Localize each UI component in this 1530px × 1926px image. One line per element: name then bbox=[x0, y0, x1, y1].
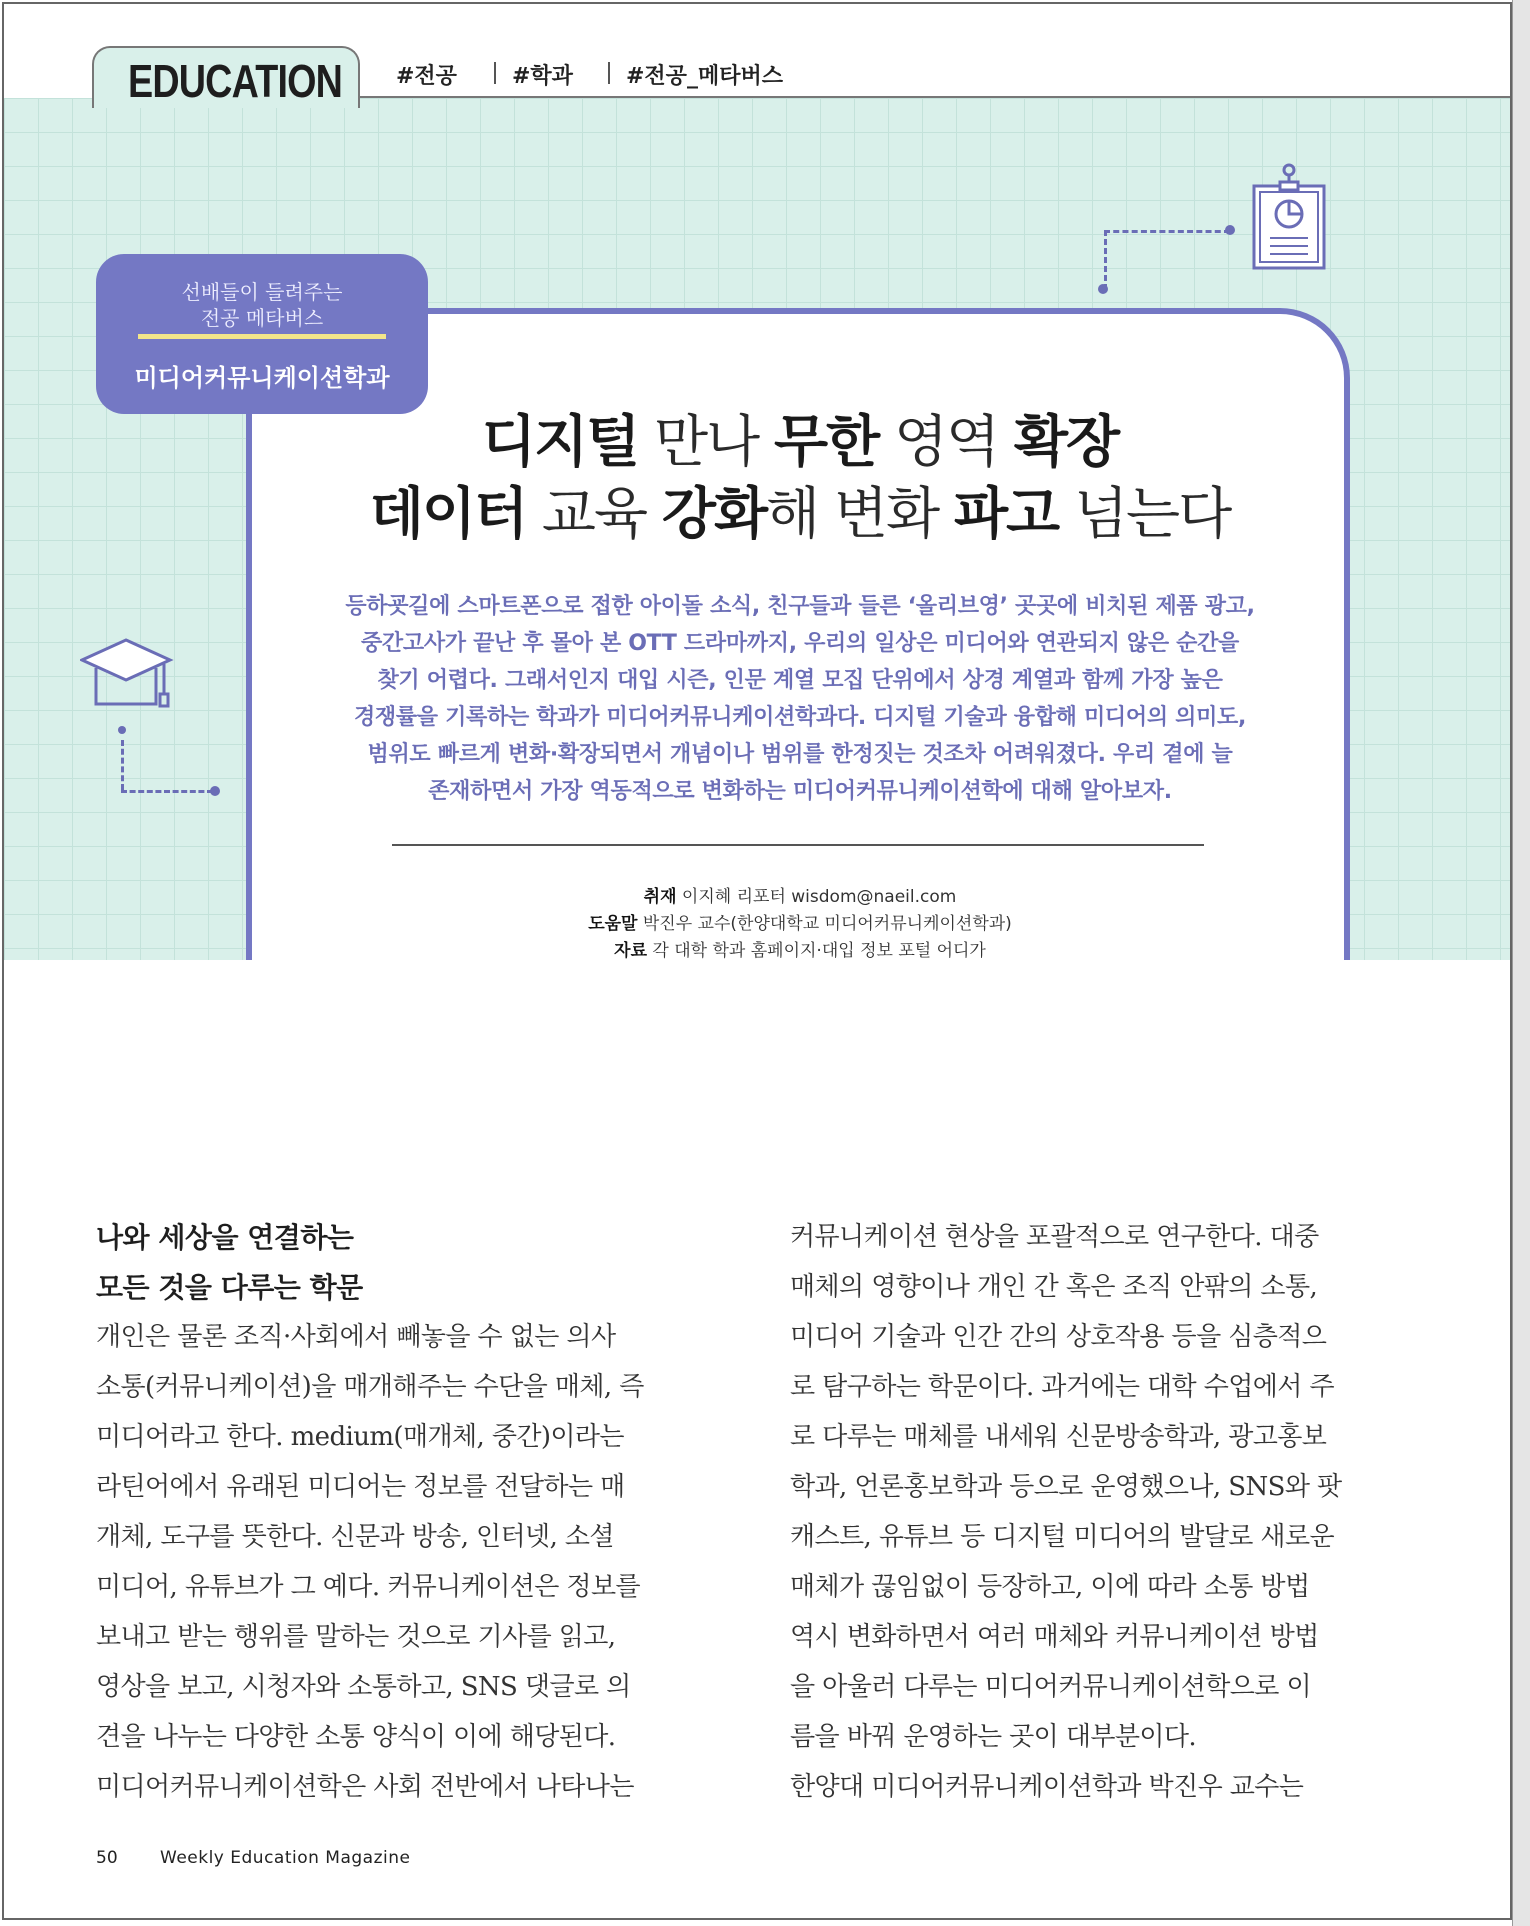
body-line: 보내고 받는 행위를 말하는 것으로 기사를 읽고, bbox=[96, 1622, 616, 1652]
tag-item: #전공 bbox=[396, 64, 457, 89]
page-spine bbox=[1512, 0, 1530, 1926]
body-line: 소통(커뮤니케이션)을 매개해주는 수단을 매체, 즉 bbox=[96, 1372, 644, 1402]
department-name: 미디어커뮤니케이션학과 bbox=[134, 364, 390, 392]
body-line: 한양대 미디어커뮤니케이션학과 박진우 교수는 bbox=[790, 1772, 1304, 1802]
magazine-name: Weekly Education Magazine bbox=[160, 1848, 411, 1868]
body-line: 매체가 끊임없이 등장하고, 이에 따라 소통 방법 bbox=[790, 1572, 1310, 1602]
lead-line: 등하굣길에 스마트폰으로 접한 아이돌 소식, 친구들과 들른 ‘올리브영’ 곳곳에 비치된 제품 광고, bbox=[345, 594, 1255, 619]
credit-label: 자료 bbox=[614, 941, 648, 961]
subheading: 모든 것을 다루는 학문 bbox=[96, 1271, 363, 1304]
credit-value: 이지혜 리포터 wisdom@naeil.com bbox=[676, 887, 957, 907]
credit-value: 각 대학 학과 홈페이지·대입 정보 포털 어디가 bbox=[647, 941, 986, 961]
headline-fragment: 영역 bbox=[878, 410, 1014, 475]
body-line: 학과, 언론홍보학과 등으로 운영했으나, SNS와 팟 bbox=[790, 1472, 1342, 1502]
subheading: 나와 세상을 연결하는 bbox=[96, 1221, 354, 1254]
headline-fragment: 데이터 bbox=[369, 482, 527, 547]
headline-fragment: 해 변화 bbox=[766, 482, 954, 547]
body-line: 름을 바꿔 운영하는 곳이 대부분이다. bbox=[790, 1722, 1197, 1752]
headline-fragment: 강화 bbox=[661, 482, 767, 547]
body-line: 미디어 기술과 인간 간의 상호작용 등을 심층적으 bbox=[790, 1322, 1327, 1352]
headline-fragment: 넘는다 bbox=[1058, 482, 1231, 547]
credit-label: 취재 bbox=[643, 887, 677, 907]
lead-line: 중간고사가 끝난 후 몰아 본 OTT 드라마까지, 우리의 일상은 미디어와 연관되지 않은 순간을 bbox=[360, 631, 1239, 656]
body-line: 을 아울러 다루는 미디어커뮤니케이션학으로 이 bbox=[790, 1672, 1311, 1702]
headline-fragment: 디지털 bbox=[481, 410, 639, 475]
body-line: 영상을 보고, 시청자와 소통하고, SNS 댓글로 의 bbox=[96, 1672, 631, 1702]
credit-label: 도움말 bbox=[588, 914, 638, 934]
section-label: EDUCATION bbox=[128, 55, 343, 107]
body-line: 미디어커뮤니케이션학은 사회 전반에서 나타나는 bbox=[96, 1772, 634, 1802]
body-line: 로 탐구하는 학문이다. 과거에는 대학 수업에서 주 bbox=[790, 1372, 1334, 1402]
tag-item: #학과 bbox=[512, 64, 573, 89]
page-number: 50 bbox=[96, 1848, 118, 1868]
body-line: 커뮤니케이션 현상을 포괄적으로 연구한다. 대중 bbox=[790, 1222, 1319, 1252]
lead-line: 범위도 빠르게 변화·확장되면서 개념이나 범위를 한정짓는 것조차 어려워졌다. 우리 곁에 늘 bbox=[367, 742, 1233, 767]
body-line: 매체의 영향이나 개인 간 혹은 조직 안팎의 소통, bbox=[790, 1272, 1318, 1302]
body-line: 역시 변화하면서 여러 매체와 커뮤니케이션 방법 bbox=[790, 1622, 1319, 1652]
body-line: 캐스트, 유튜브 등 디지털 미디어의 발달로 새로운 bbox=[790, 1522, 1334, 1552]
headline-fragment: 교육 bbox=[526, 482, 662, 547]
page-border bbox=[2, 2, 1512, 1920]
badge-line: 선배들이 들려주는 bbox=[181, 280, 343, 304]
body-line: 로 다루는 매체를 내세워 신문방송학과, 광고홍보 bbox=[790, 1422, 1327, 1452]
body-line: 개체, 도구를 뜻한다. 신문과 방송, 인터넷, 소셜 bbox=[96, 1522, 614, 1552]
body-line: 개인은 물론 조직·사회에서 빼놓을 수 없는 의사 bbox=[96, 1322, 616, 1352]
headline-fragment: 무한 bbox=[773, 410, 879, 475]
tag-item: #전공_메타버스 bbox=[626, 64, 783, 89]
body-line: 미디어라고 한다. medium(매개체, 중간)이라는 bbox=[96, 1422, 624, 1452]
headline-fragment: 확장 bbox=[1013, 410, 1119, 475]
credit-value: 박진우 교수(한양대학교 미디어커뮤니케이션학과) bbox=[637, 914, 1012, 934]
body-line: 견을 나누는 다양한 소통 양식이 이에 해당된다. bbox=[96, 1722, 616, 1752]
body-line: 미디어, 유튜브가 그 예다. 커뮤니케이션은 정보를 bbox=[96, 1572, 640, 1602]
badge-line: 전공 메타버스 bbox=[200, 306, 324, 330]
body-line: 라틴어에서 유래된 미디어는 정보를 전달하는 매 bbox=[96, 1472, 625, 1502]
headline-fragment: 만나 bbox=[638, 410, 774, 475]
lead-line: 경쟁률을 기록하는 학과가 미디어커뮤니케이션학과다. 디지털 기술과 융합해 미디어의 의미도, bbox=[353, 705, 1247, 730]
lead-line: 찾기 어렵다. 그래서인지 대입 시즌, 인문 계열 모집 단위에서 상경 계열과 함께 가장 높은 bbox=[377, 668, 1223, 693]
lead-line: 존재하면서 가장 역동적으로 변화하는 미디어커뮤니케이션학에 대해 알아보자. bbox=[428, 779, 1172, 804]
headline-fragment: 파고 bbox=[953, 482, 1059, 547]
